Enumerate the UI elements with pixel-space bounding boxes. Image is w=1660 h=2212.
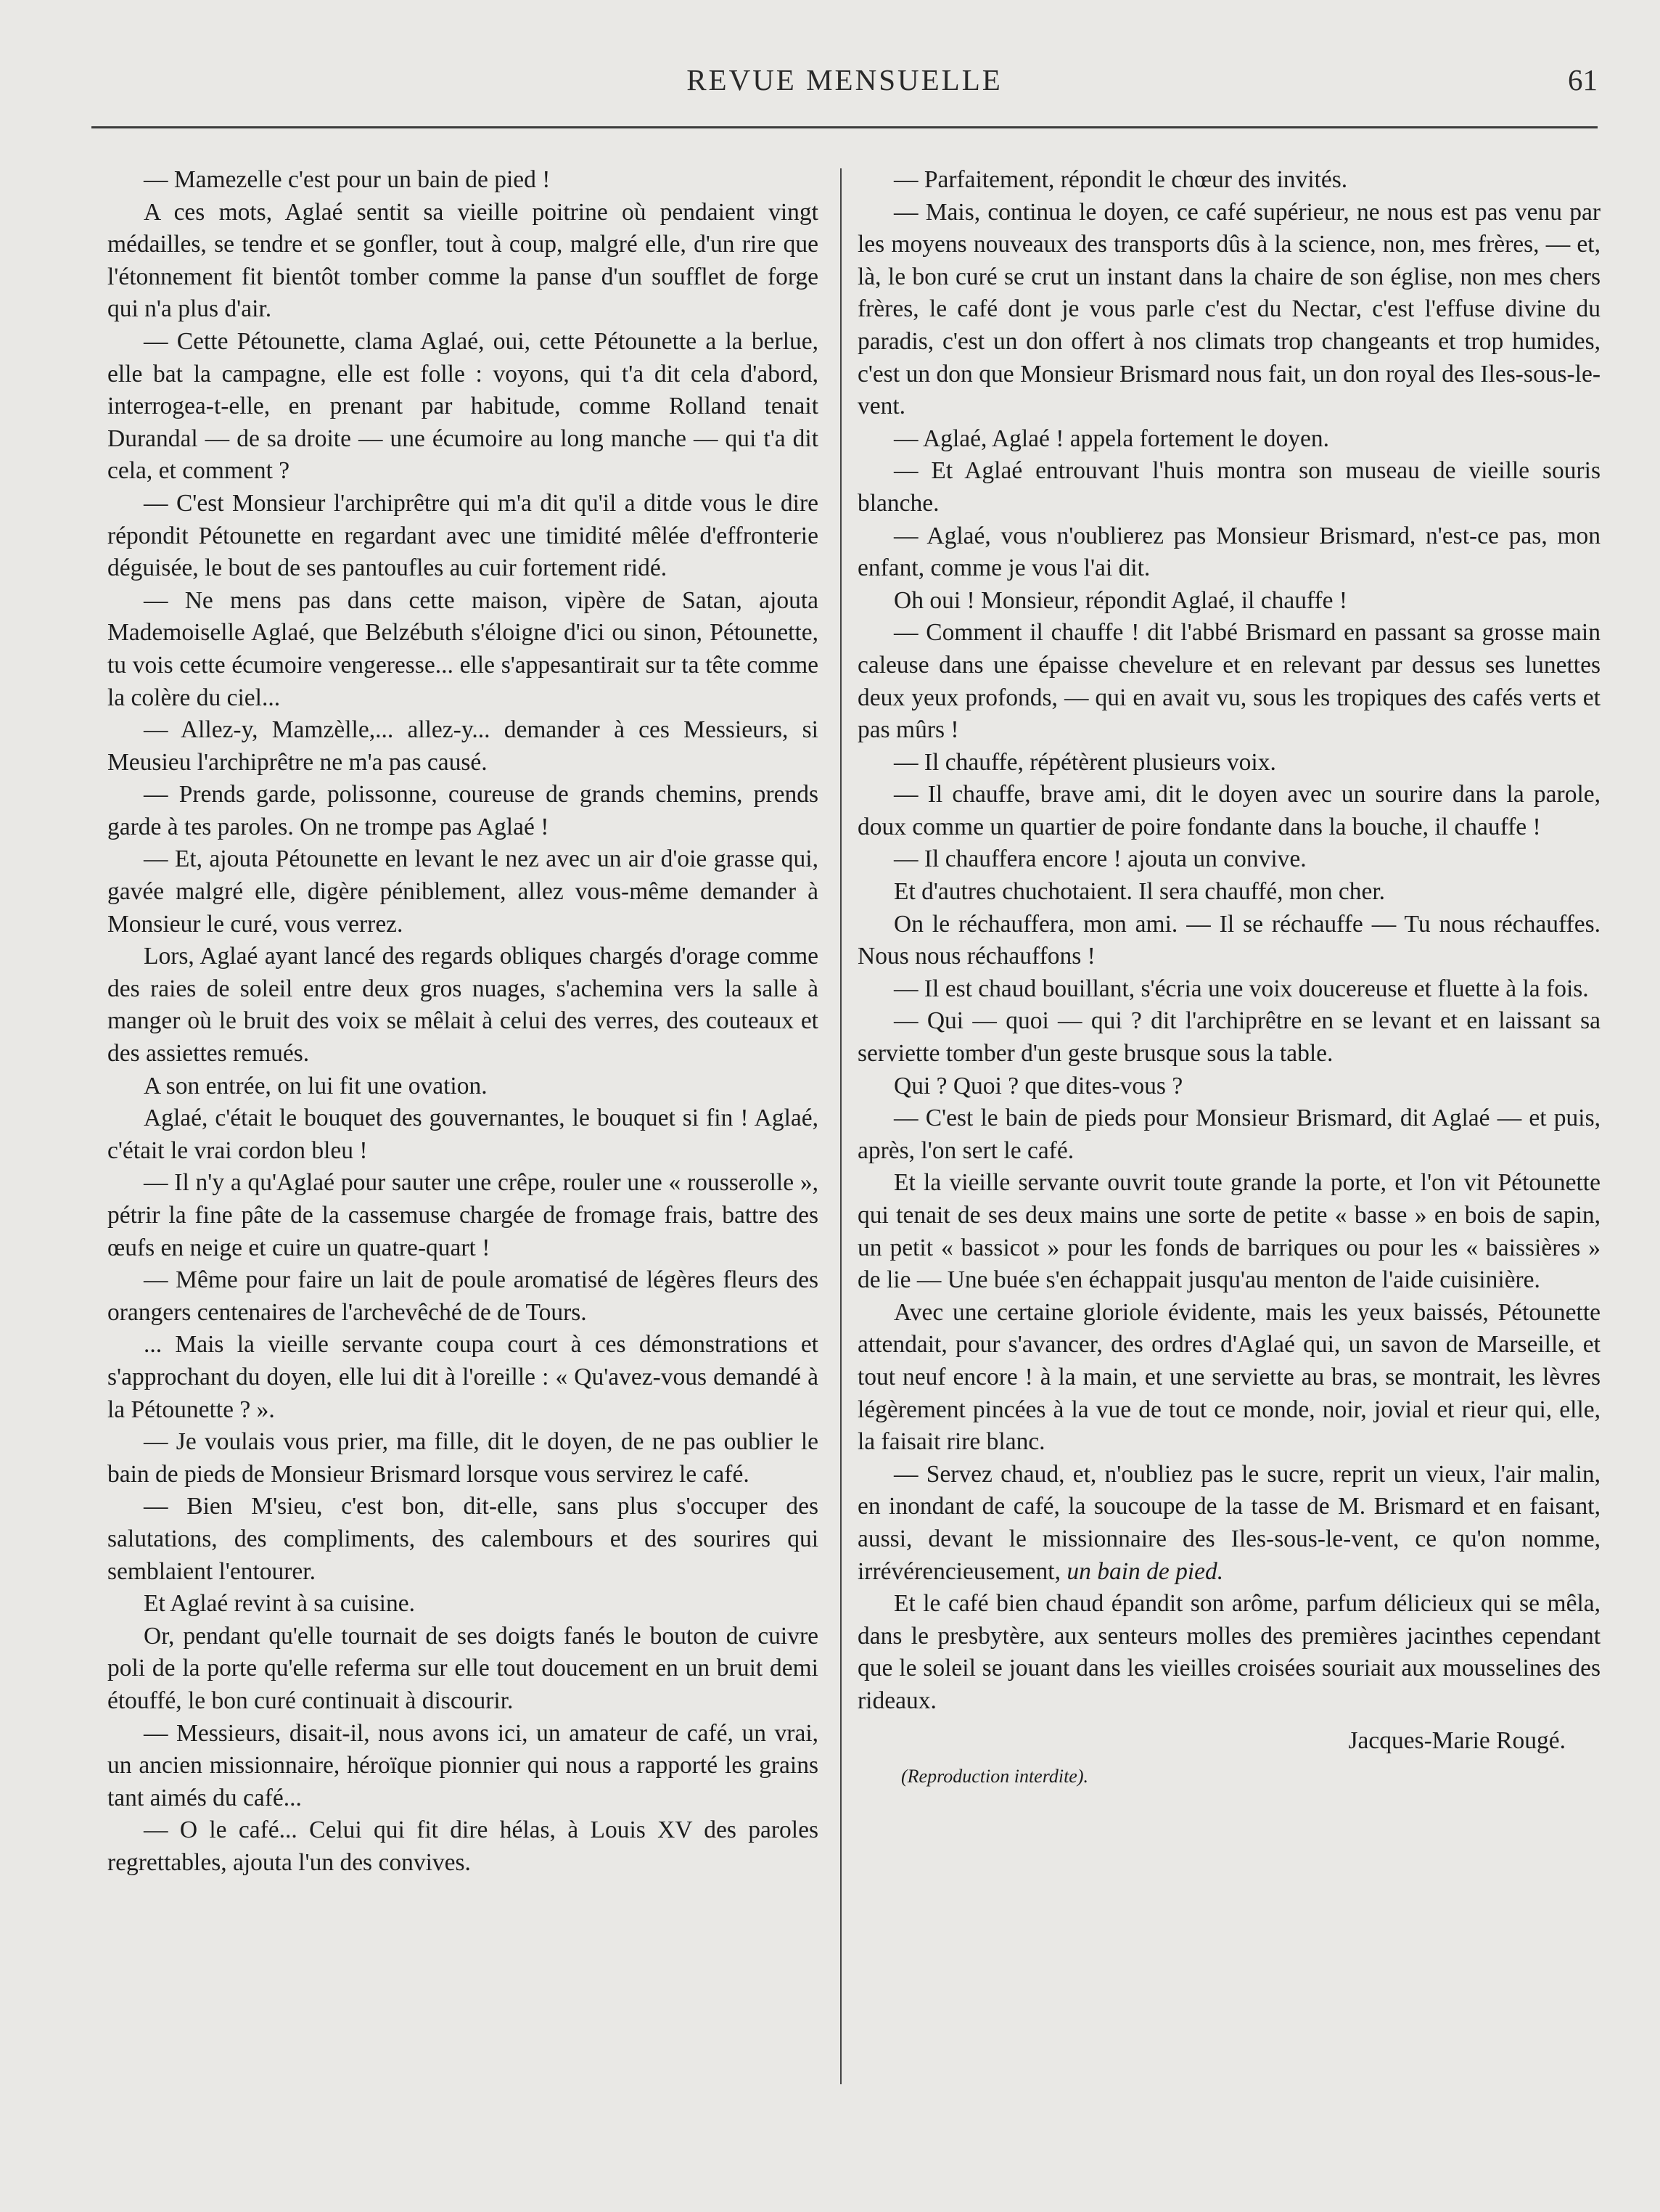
paragraph: On le réchauffera, mon ami. — Il se réchauffe — Tu nous réchauffes. Nous nous réchauffons ! xyxy=(858,910,1601,970)
paragraph: — Qui — quoi — qui ? dit l'archiprêtre en se levant et en laissant sa serviette tomber d'un geste brusque sous la table. xyxy=(858,1007,1601,1068)
paragraph: — Parfaitement, répondit le chœur des invités. xyxy=(894,166,1348,193)
paragraph: — C'est le bain de pieds pour Monsieur Brismard, dit Aglaé — et puis, après, l'on sert le café. xyxy=(858,1105,1601,1164)
paragraph: — Je voulais vous prier, ma fille, dit le doyen, de ne pas oublier le bain de pieds de Monsieur Brismard lorsque vous servirez le café. xyxy=(107,1428,818,1488)
paragraph: A ces mots, Aglaé sentit sa vieille poitrine où pendaient vingt médailles, se tendre et se gonfler, tout à coup, malgré elle, d'un rire que l'étonnement fit bientôt tomber comme la panse d'un soufflet de forge qui n'a plus d'air. xyxy=(107,198,818,323)
page-number: 61 xyxy=(1568,63,1598,97)
paragraph: — Il chauffe, brave ami, dit le doyen avec un sourire dans la parole, doux comme un quartier de poire fondante dans la bouche, il chauffe ! xyxy=(858,781,1601,840)
paragraph: — Même pour faire un lait de poule aromatisé de légères fleurs des orangers centenaires de l'archevêché de de Tours. xyxy=(107,1266,818,1326)
paragraph: — Mais, continua le doyen, ce café supérieur, ne nous est pas venu par les moyens nouveaux des transports dûs à la science, non, mes frères, — et, là, le bon curé se crut un instant dans la chaire de son église, non mes chers frères, le café dont je vous parle c'est du Nectar, c'est l'effuse divine du paradis, c'est un don offert à nos climats trop changeants et trop humides, c'est un don que Monsieur Brismard nous fait, un don royal des Iles-sous-le-vent. xyxy=(858,198,1601,420)
paragraph: Et Aglaé revint à sa cuisine. xyxy=(144,1590,415,1618)
emphasis-text: un bain de pied. xyxy=(1067,1557,1224,1585)
paragraph: Oh oui ! Monsieur, répondit Aglaé, il chauffe ! xyxy=(894,586,1348,614)
paragraph: Et la vieille servante ouvrit toute grande la porte, et l'on vit Pétounette qui tenait de ses deux mains une sorte de petite « basse » en bois de sapin, un petit « bassicot » pour les fonds de barriques ou pour les « baissières » de lie — Une buée s'en échappait jusqu'au menton de l'aide cuisinière. xyxy=(858,1169,1601,1294)
left-column xyxy=(107,164,818,1879)
paragraph: — Il chauffera encore ! ajouta un convive. xyxy=(894,845,1307,873)
paragraph: — Ne mens pas dans cette maison, vipère de Satan, ajouta Mademoiselle Aglaé, que Belzébuth s'éloigne d'ici ou sinon, Pétounette, tu vois cette écumoire vengeresse... elle s'appesantirait sur ta tête comme la colère du ciel... xyxy=(107,586,818,711)
paragraph: Aglaé, c'était le bouquet des gouvernantes, le bouquet si fin ! Aglaé, c'était le vrai cordon bleu ! xyxy=(107,1105,818,1164)
paragraph: — C'est Monsieur l'archiprêtre qui m'a dit qu'il a ditde vous le dire répondit Pétounette en regardant avec une timidité mêlée d'effronterie déguisée, le bout de ses pantoufles au cuir fortement ridé. xyxy=(107,489,818,582)
paragraph: Or, pendant qu'elle tournait de ses doigts fanés le bouton de cuivre poli de la porte qu'elle referma sur elle tout doucement en un bruit demi étouffé, le bon curé continuait à discourir. xyxy=(107,1622,818,1714)
paragraph: — Aglaé, vous n'oublierez pas Monsieur Brismard, n'est-ce pas, mon enfant, comme je vous l'ai dit. xyxy=(858,522,1601,582)
paragraph: — Messieurs, disait-il, nous avons ici, un amateur de café, un vrai, un ancien missionnaire, héroïque pionnier qui nous a rapporté les grains tant aimés du café... xyxy=(107,1719,818,1811)
paragraph: Lors, Aglaé ayant lancé des regards obliques chargés d'orage comme des raies de soleil entre deux gros nuages, s'achemina vers la salle à manger où le bruit des voix se mêlait à celui des verres, des couteaux et des assiettes remués. xyxy=(107,943,818,1068)
author-signature: Jacques-Marie Rougé. xyxy=(1348,1726,1566,1754)
paragraph: — Il n'y a qu'Aglaé pour sauter une crêpe, rouler une « rousserolle », pétrir la fine pâte de la cassemuse chargée de fromage frais, battre des œufs en neige et cuire un quatre-quart ! xyxy=(107,1169,818,1261)
paragraph: — Il chauffe, répétèrent plusieurs voix. xyxy=(894,748,1276,776)
column-rule xyxy=(840,168,842,2084)
paragraph: — Mamezelle c'est pour un bain de pied ! xyxy=(144,166,551,193)
paragraph-text: — Servez chaud, et, n'oubliez pas le sucre, reprit un vieux, l'air malin, en inondant de café, la soucoupe de la tasse de M. Brismard et en faisant, aussi, devant le missionnaire des Iles-sous-le-vent, ce qu'on nomme, irrévérencieusement, xyxy=(858,1460,1601,1585)
header-rule xyxy=(91,126,1598,128)
paragraph: — Allez-y, Mamzèlle,... allez-y... demander à ces Messieurs, si Meusieu l'archiprêtre ne m'a pas causé. xyxy=(107,716,818,776)
paragraph: — Aglaé, Aglaé ! appela fortement le doyen. xyxy=(894,425,1329,452)
paragraph: — O le café... Celui qui fit dire hélas, à Louis XV des paroles regrettables, ajouta l'un des convives. xyxy=(107,1816,818,1876)
paragraph: — Cette Pétounette, clama Aglaé, oui, cette Pétounette a la berlue, elle bat la campagne, elle est folle : voyons, qui t'a dit cela d'abord, interrogea-t-elle, en prenant par habitude, comme Rolland tenait Durandal — de sa droite — une écumoire au long manche — qui t'a dit cela, et comment ? xyxy=(107,327,818,485)
paragraph: — Bien M'sieu, c'est bon, dit-elle, sans plus s'occuper des salutations, des compliments, des calembours et des sourires qui semblaient l'entourer. xyxy=(107,1493,818,1585)
paragraph: Et d'autres chuchotaient. Il sera chauffé, mon cher. xyxy=(894,878,1386,906)
right-column xyxy=(858,164,1601,1787)
paragraph: ... Mais la vieille servante coupa court à ces démonstrations et s'approchant du doyen, elle lui dit à l'oreille : « Qu'avez-vous demandé à la Pétounette ? ». xyxy=(107,1331,818,1423)
paragraph: Qui ? Quoi ? que dites-vous ? xyxy=(894,1072,1183,1099)
reproduction-note: (Reproduction interdite). xyxy=(901,1766,1089,1787)
paragraph: A son entrée, on lui fit une ovation. xyxy=(144,1072,488,1099)
paragraph: — Et, ajouta Pétounette en levant le nez avec un air d'oie grasse qui, gavée malgré elle, digère péniblement, allez vous-même demander à Monsieur le curé, vous verrez. xyxy=(107,845,818,938)
paragraph: — Prends garde, polissonne, coureuse de grands chemins, prends garde à tes paroles. On ne trompe pas Aglaé ! xyxy=(107,781,818,840)
page-header xyxy=(91,62,1598,106)
paragraph: — Et Aglaé entrouvant l'huis montra son museau de vieille souris blanche. xyxy=(858,457,1601,517)
running-title: REVUE MENSUELLE xyxy=(686,63,1003,97)
paragraph: — Il est chaud bouillant, s'écria une voix doucereuse et fluette à la fois. xyxy=(894,975,1589,1002)
paragraph xyxy=(858,1459,1601,1588)
paragraph: Avec une certaine gloriole évidente, mais les yeux baissés, Pétounette attendait, pour s'avancer, des ordres d'Aglaé qui, un savon de Marseille, et tout neuf encore ! à la main, et une serviette au bras, se montrait, les lèvres légèrement pincées à la vue de tout ce monde, noir, jovial et rieur qui, elle, la faisait rire blanc. xyxy=(858,1298,1601,1456)
paragraph: Et le café bien chaud épandit son arôme, parfum délicieux qui se mêla, dans le presbytère, aux senteurs molles des premières jacinthes cependant que le soleil se jouant dans les vieilles croisées souriait aux mousselines des rideaux. xyxy=(858,1590,1601,1714)
paragraph: — Comment il chauffe ! dit l'abbé Brismard en passant sa grosse main caleuse dans une épaisse chevelure et en relevant par dessus ses lunettes deux yeux profonds, — qui en avait vu, sous les tropiques des cafés verts et pas mûrs ! xyxy=(858,619,1601,744)
